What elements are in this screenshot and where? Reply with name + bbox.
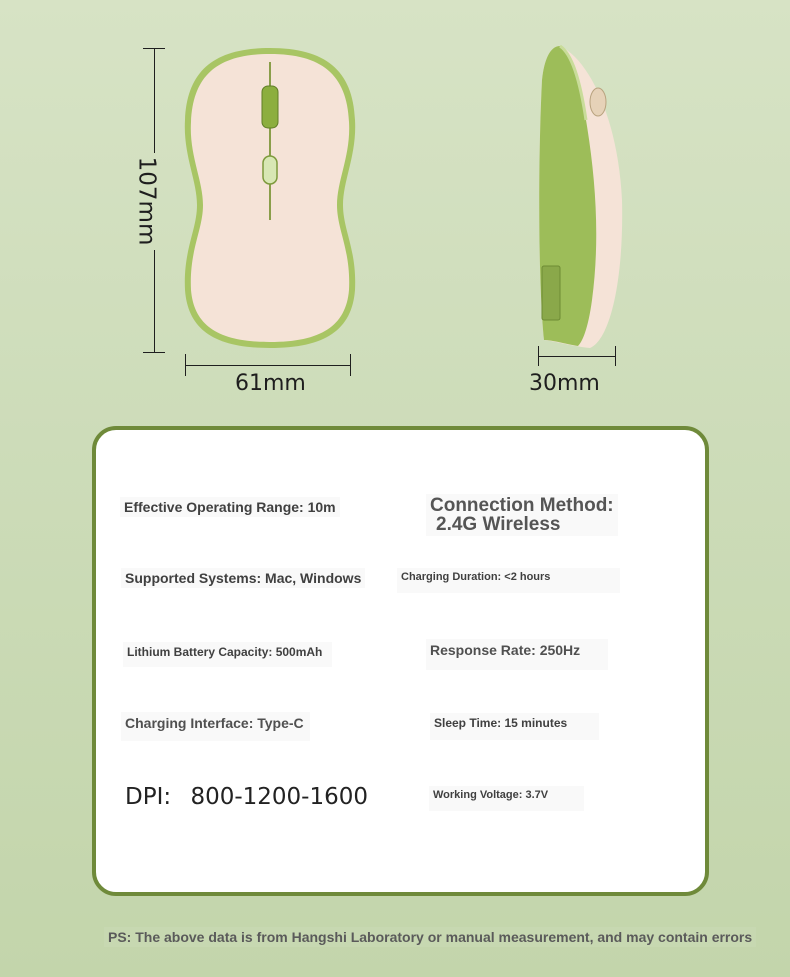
width-dimension-line	[185, 365, 351, 366]
spec-battery-capacity: Lithium Battery Capacity: 500mAh	[123, 642, 332, 667]
width-dimension-left-tick	[185, 354, 186, 376]
spec-response-rate: Response Rate: 250Hz	[426, 639, 608, 670]
spec-dpi-value: 800-1200-1600	[190, 784, 369, 810]
footnote: PS: The above data is from Hangshi Laboratory or manual measurement, and may contain errors	[104, 927, 756, 947]
depth-dimension-line	[538, 356, 616, 357]
depth-dimension-right-tick	[615, 346, 616, 366]
height-dimension-bottom-tick	[143, 352, 165, 353]
scroll-wheel	[262, 86, 278, 128]
side-wheel	[590, 88, 606, 116]
spec-dpi-label: DPI:	[125, 784, 172, 810]
spec-connection-line2: 2.4G Wireless	[436, 514, 561, 535]
depth-label: 30mm	[529, 371, 600, 396]
mouse-top-view	[175, 40, 365, 360]
spec-charging-duration: Charging Duration: <2 hours	[397, 568, 620, 593]
spec-operating-range: Effective Operating Range: 10m	[120, 497, 340, 517]
spec-working-voltage: Working Voltage: 3.7V	[429, 786, 584, 811]
side-switch	[542, 266, 560, 320]
height-label: 107mm	[133, 156, 160, 246]
mouse-side-view	[530, 40, 630, 360]
spec-charging-interface: Charging Interface: Type-C	[121, 712, 310, 741]
spec-sleep-time: Sleep Time: 15 minutes	[430, 713, 599, 740]
dpi-button	[263, 156, 277, 184]
width-label: 61mm	[235, 371, 306, 396]
depth-dimension-left-tick	[538, 346, 539, 366]
spec-connection-method	[426, 494, 618, 536]
spec-supported-systems: Supported Systems: Mac, Windows	[121, 568, 365, 588]
spec-dpi	[125, 784, 368, 810]
width-dimension-right-tick	[350, 354, 351, 376]
spec-connection-line1: Connection Method:	[430, 495, 614, 516]
height-dimension-line-upper	[154, 48, 155, 153]
height-dimension-line-lower	[154, 250, 155, 352]
